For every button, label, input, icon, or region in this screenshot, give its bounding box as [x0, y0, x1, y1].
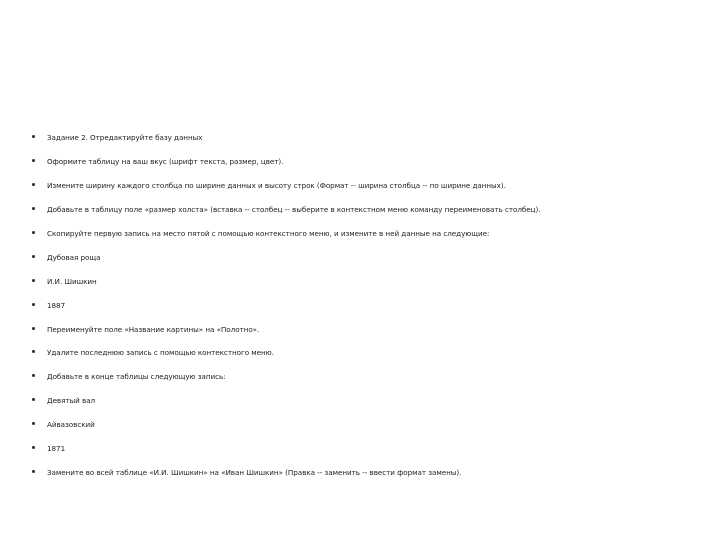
list-item-text: Добавьте в конце таблицы следующую запись: [47, 372, 226, 382]
list-item-text: Девятый вал [47, 396, 96, 406]
list-item [32, 222, 702, 246]
list-item-text: Дубовая роща [47, 252, 101, 262]
list-item [32, 460, 702, 484]
bullet-icon [32, 183, 35, 186]
bullet-icon [32, 207, 35, 210]
bullet-icon [32, 135, 35, 138]
bullet-icon [32, 279, 35, 282]
list-item [32, 341, 702, 365]
list-item [32, 437, 702, 461]
list-item [32, 245, 702, 269]
bullet-icon [32, 350, 35, 353]
bullet-icon [32, 374, 35, 377]
list-item-text: Айвазовский [47, 420, 95, 430]
list-item [32, 389, 702, 413]
list-item-text: Оформите таблицу на ваш вкус (шрифт текста, размер, цвет). [47, 157, 284, 167]
bullet-icon [32, 470, 35, 473]
bullet-list [32, 126, 702, 484]
list-item-text: Замените во всей таблице «И.И. Шишкин» на «Иван Шишкин» (Правка -- заменить -- ввести формат замены). [47, 467, 462, 477]
bullet-icon [32, 303, 35, 306]
list-item [32, 365, 702, 389]
list-item [32, 269, 702, 293]
list-item [32, 198, 702, 222]
list-item-text: 1887 [47, 300, 66, 310]
list-item-text: Скопируйте первую запись на место пятой с помощью контекстного меню, и измените в ней данные на следующие: [47, 229, 490, 238]
list-item-text: И.И. Шишкин [47, 276, 97, 286]
list-item [32, 413, 702, 437]
bullet-icon [32, 398, 35, 401]
bullet-icon [32, 231, 35, 234]
bullet-icon [32, 422, 35, 425]
list-item [32, 150, 702, 174]
list-item-text: Удалите последнюю запись с помощью контекстного меню. [47, 348, 274, 358]
task-heading: Задание 2. Отредактируйте базу данных [47, 133, 203, 143]
bullet-icon [32, 446, 35, 449]
bullet-icon [32, 327, 35, 330]
list-item [32, 126, 702, 150]
list-item [32, 174, 702, 198]
list-item-text: Добавьте в таблицу поле «размер холста» (вставка -- столбец -- выберите в контекстном меню команду переименовать столбец). [47, 205, 541, 215]
list-item [32, 293, 702, 317]
list-item-text: Переименуйте поле «Название картины» на «Полотно». [47, 324, 260, 334]
list-item [32, 317, 702, 341]
bullet-icon [32, 159, 35, 162]
list-item-text: Измените ширину каждого столбца по ширине данных и высоту строк (Формат -- ширина столбца -- по ширине данных). [47, 181, 506, 191]
bullet-icon [32, 255, 35, 258]
list-item-text: 1871 [47, 444, 66, 454]
